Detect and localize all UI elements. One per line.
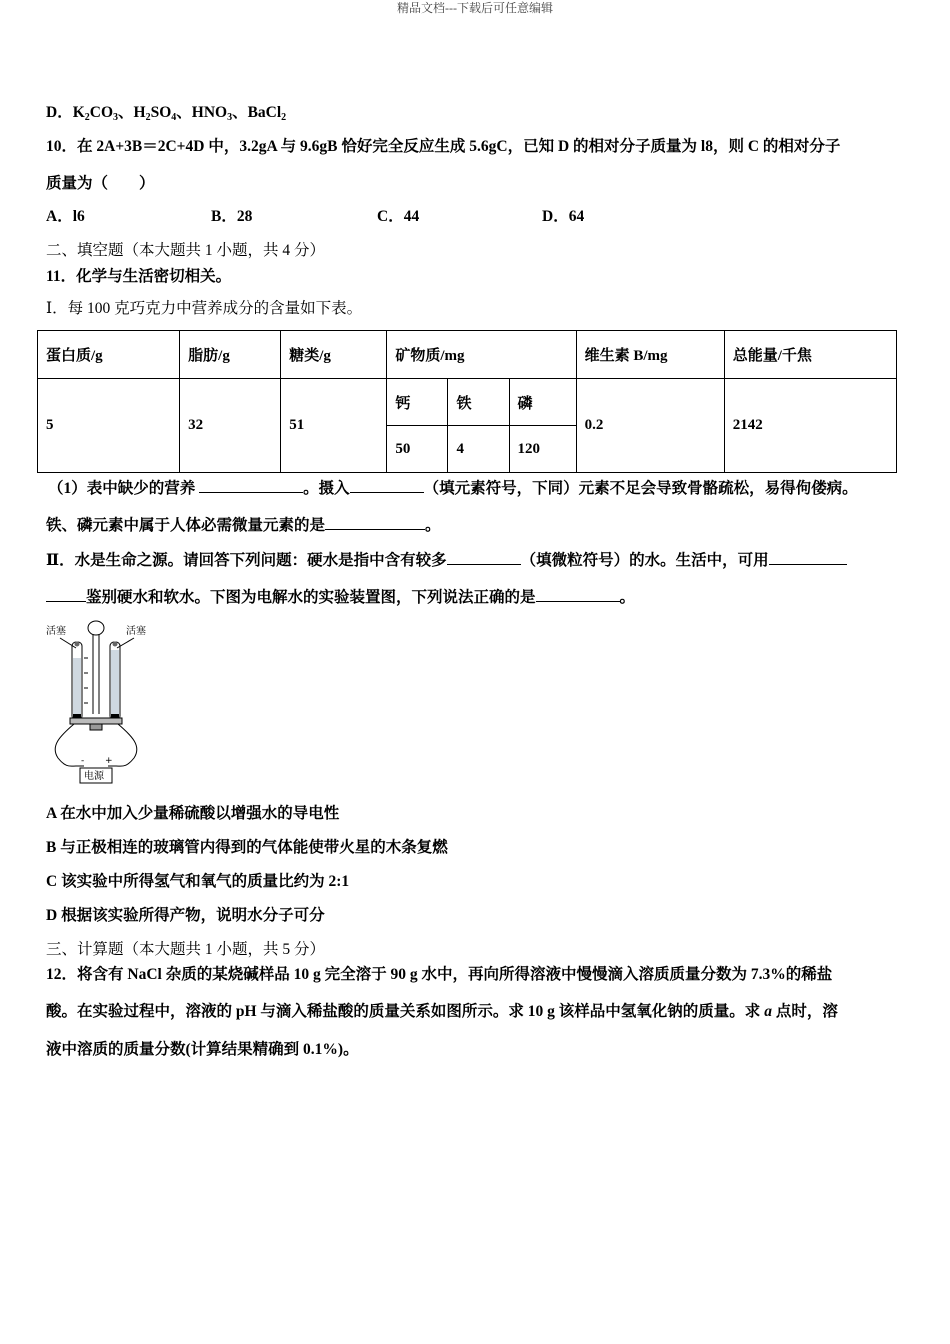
q11-sub1-line1: （1）表中缺少的营养 。摄入 （填元素符号，下同）元素不足会导致骨骼疏松，易得佝偻病。 xyxy=(48,477,858,499)
cell-sugar: 51 xyxy=(281,379,387,473)
q11-part2-line2: 鉴别硬水和软水。下图为电解水的实验装置图，下列说法正确的是 。 xyxy=(46,586,635,608)
q10-option-b: B．28 xyxy=(211,208,253,225)
header-energy: 总能量/千焦 xyxy=(724,331,896,379)
stopcock-label-right: 活塞 xyxy=(126,626,146,637)
power-supply-label: 电源 xyxy=(84,771,104,782)
answer-blank[interactable] xyxy=(325,514,425,530)
header-sugar: 糖类/g xyxy=(281,331,387,379)
minus-terminal: - xyxy=(81,756,85,766)
header-calcium: 钙 xyxy=(387,379,448,426)
header-vitamin-b: 维生素 B/mg xyxy=(576,331,724,379)
cell-phosphorus: 120 xyxy=(509,426,576,473)
section3-title: 三、计算题（本大题共 1 小题，共 5 分） xyxy=(46,941,326,958)
page-header: 精品文档---下载后可任意编辑 xyxy=(397,1,553,15)
cell-protein: 5 xyxy=(38,379,180,473)
choice-d: D 根据该实验所得产物，说明水分子可分 xyxy=(46,907,325,924)
cell-fat: 32 xyxy=(180,379,281,473)
choice-b: B 与正极相连的玻璃管内得到的气体能使带火星的木条复燃 xyxy=(46,839,448,856)
q12-line2: 酸。在实验过程中，溶液的 pH 与滴入稀盐酸的质量关系如图所示。求 10 g 该样品中氢氧化钠的质量。求 a 点时，溶 xyxy=(46,1003,838,1020)
header-fat: 脂肪/g xyxy=(180,331,281,379)
q11-part2-line1: Ⅱ．水是生命之源。请回答下列问题：硬水是指中含有较多 （填微粒符号）的水。生活中，可用 xyxy=(46,549,847,571)
cell-iron: 4 xyxy=(448,426,509,473)
q12-line3: 液中溶质的质量分数(计算结果精确到 0.1%)。 xyxy=(46,1041,359,1058)
section2-title: 二、填空题（本大题共 1 小题，共 4 分） xyxy=(46,242,326,259)
q9-option-d: D．$K_2CO_3$、$H_2SO_4$、$HNO_3$、BaCl$_2$ xyxy=(46,104,287,123)
q12-line1: 12．将含有 NaCl 杂质的某烧碱样品 10 g 完全溶于 90 g 水中，再向所得溶液中慢慢滴入溶质质量分数为 7.3%的稀盐 xyxy=(46,966,833,983)
q10-stem-line2: 质量为（ ） xyxy=(46,175,155,192)
answer-blank[interactable] xyxy=(536,586,620,602)
answer-blank[interactable] xyxy=(447,549,521,565)
plus-terminal: + xyxy=(105,756,113,766)
header-minerals: 矿物质/mg xyxy=(387,331,576,379)
q11-title: 11．化学与生活密切相关。 xyxy=(46,268,232,285)
q10-option-d: D．64 xyxy=(542,208,585,225)
choice-c: C 该实验中所得氢气和氧气的质量比约为 2:1 xyxy=(46,873,350,890)
header-protein: 蛋白质/g xyxy=(38,331,180,379)
choice-a: A 在水中加入少量稀硫酸以增强水的导电性 xyxy=(46,805,340,822)
electrolysis-apparatus-diagram xyxy=(40,618,160,788)
stopcock-label-left: 活塞 xyxy=(46,626,66,637)
header-phosphorus: 磷 xyxy=(509,379,576,426)
answer-blank[interactable] xyxy=(350,477,424,493)
nutrition-table xyxy=(37,330,897,473)
cell-energy: 2142 xyxy=(724,379,896,473)
q11-part1-intro: Ⅰ．每 100 克巧克力中营养成分的含量如下表。 xyxy=(46,300,363,317)
answer-blank[interactable] xyxy=(199,477,303,493)
q11-sub1-line2: 铁、磷元素中属于人体必需微量元素的是 。 xyxy=(46,514,441,536)
q10-option-c: C．44 xyxy=(377,208,420,225)
cell-calcium: 50 xyxy=(387,426,448,473)
answer-blank[interactable] xyxy=(46,586,86,602)
q10-option-a: A．l6 xyxy=(46,208,85,225)
q10-stem-line1: 10．在 2A+3B＝2C+4D 中，3.2gA 与 9.6gB 恰好完全反应生成 5.6gC，已知 D 的相对分子质量为 l8，则 C 的相对分子 xyxy=(46,138,841,155)
cell-vitamin-b: 0.2 xyxy=(576,379,724,473)
answer-blank[interactable] xyxy=(769,549,847,565)
header-iron: 铁 xyxy=(448,379,509,426)
